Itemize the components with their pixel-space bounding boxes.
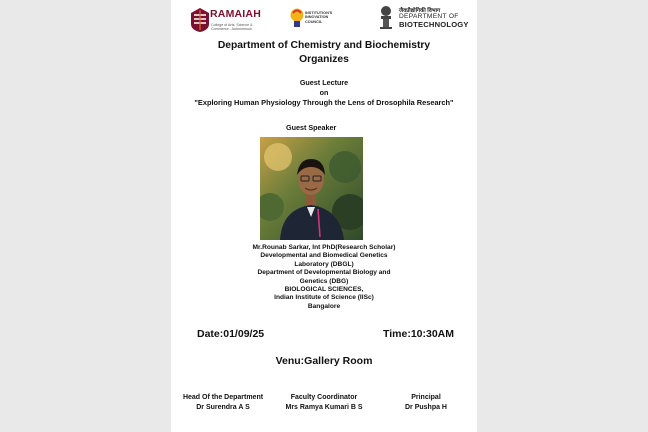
event-time: Time:10:30AM — [383, 328, 454, 340]
organizes-heading: Organizes — [299, 54, 349, 65]
signatory-role: Head Of the Department — [182, 394, 264, 401]
dbt-logo-line2: BIOTECHNOLOGY — [399, 20, 469, 29]
iic-bulb-icon — [289, 7, 305, 29]
iic-logo-text: INSTITUTION'S INNOVATION COUNCIL — [305, 11, 333, 24]
signatory-name: Mrs Ramya Kumari B S — [285, 404, 363, 411]
ramaiah-logo — [190, 6, 261, 38]
lecture-on: on — [319, 88, 329, 97]
speaker-bio-line: Developmental and Biomedical Genetics — [260, 252, 388, 260]
lecture-title: "Exploring Human Physiology Through the Lens of Drosophila Research" — [194, 98, 454, 107]
dbt-logo-line1: DEPARTMENT OF — [399, 13, 459, 20]
event-venue: Venu:Gallery Room — [275, 355, 373, 367]
speaker-bio-line: Indian Institute of Science (IISc) — [274, 294, 374, 302]
dbt-logo-hindi: जैवप्रौद्योगिकी विभाग — [399, 8, 441, 14]
event-date: Date:01/09/25 — [197, 328, 265, 340]
speaker-bio-line: Mr.Rounab Sarkar, Int PhD(Research Scholar) — [252, 244, 396, 251]
speaker-photo — [260, 137, 363, 240]
lecture-type: Guest Lecture — [299, 78, 349, 87]
signatory-principal — [387, 393, 465, 413]
event-poster — [171, 0, 477, 432]
signatory-role: Faculty Coordinator — [290, 394, 358, 401]
ramaiah-emblem-icon — [190, 7, 210, 33]
ramaiah-logo-name: RAMAIAH — [210, 8, 261, 20]
signatory-role: Principal — [411, 394, 441, 401]
guest-speaker-heading: Guest Speaker — [286, 123, 337, 132]
speaker-bio-line: Laboratory (DBGL) — [294, 260, 354, 268]
speaker-bio-line: Genetics (DBG) — [299, 277, 349, 285]
signatory-name: Dr Surendra A S — [196, 404, 250, 411]
speaker-bio-line: BIOLOGICAL SCIENCES, — [284, 286, 364, 294]
signatory-name: Dr Pushpa H — [404, 404, 447, 411]
dbt-logo — [377, 5, 473, 33]
ramaiah-logo-subtitle: College of Arts, Science & Commerce - Autonomous — [211, 23, 253, 31]
speaker-bio-line: Department of Developmental Biology and — [257, 269, 391, 277]
speaker-bio — [171, 244, 477, 311]
department-heading: Department of Chemistry and Biochemistry — [217, 40, 431, 51]
speaker-bio-line: Bangalore — [307, 302, 341, 310]
signatory-faculty-coordinator — [275, 393, 373, 413]
signatory-hod — [175, 393, 271, 413]
national-emblem-icon — [377, 5, 395, 31]
iic-logo — [289, 7, 337, 31]
